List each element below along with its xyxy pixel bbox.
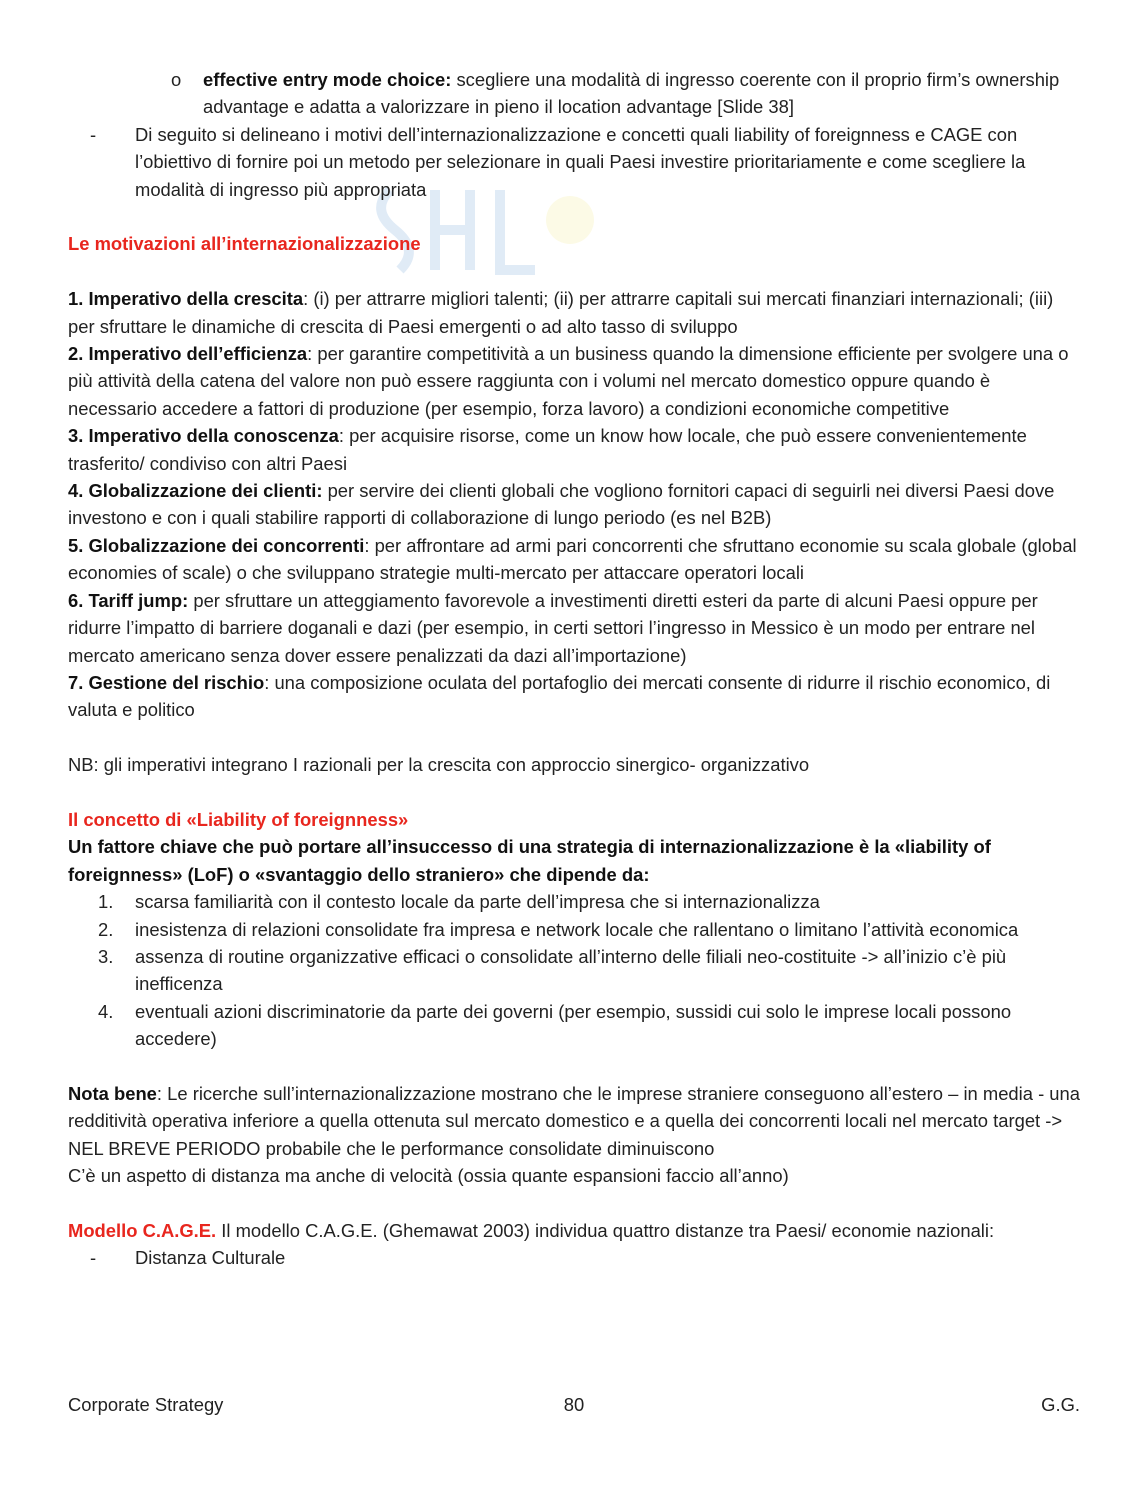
motivations-heading: Le motivazioni all’internazionalizzazione: [68, 233, 421, 255]
dash-bullet-icon: -: [90, 123, 97, 145]
lof-lead: Un fattore chiave che può portare all’insuccesso di una strategia di internazionalizzazione è la «liability of foreignness» (LoF) o «svantaggio dello straniero» che dipende da:: [68, 836, 991, 885]
cage-heading: Modello C.A.G.E.: [68, 1219, 217, 1241]
lof-heading: Il concetto di «Liability of foreignness»: [68, 808, 409, 830]
lof-list-item: 4. eventuali azioni discriminatorie da parte dei governi (per esempio, sussidi cui solo le imprese locali possono accedere): [98, 1000, 1012, 1050]
lof-list-item: 2. inesistenza di relazioni consolidate fra impresa e network locale che rallentano o limitano l’attività economica: [98, 918, 1019, 940]
circle-bullet-icon: o: [171, 69, 182, 90]
page-footer: [68, 1394, 1080, 1422]
nota-bene: Nota bene: Le ricerche sull’internazionalizzazione mostrano che le imprese straniere conseguono all’estero – in media - una redditività operativa inferiore a quella ottenuta sul mercato domestico e a quella dei concorrenti locali nel mercato target -> NEL BREVE PERIODO probabile che le performance consolidate diminuiscono: [68, 1082, 1080, 1159]
nb-note: NB: gli imperativi integrano I razionali per la crescita con approccio sinergico- organizzativo: [68, 754, 810, 776]
motivation-item: 5. Globalizzazione dei concorrenti: per affrontare ad armi pari concorrenti che sfruttano economie su scala globale (global economies of scale) o che sviluppano strategie multi-mercato per attaccare operatori locali: [68, 534, 1077, 584]
footer-course-title: Corporate Strategy: [68, 1394, 224, 1415]
motivation-item: 2. Imperativo dell’efficienza: per garantire competitività a un business quando la dimensione efficiente per svolgere una o più attività della catena del valore non può essere raggiunta con i volumi nel mercato domestico oppure quando è necessario accedere a fattori di produzione (per esempio, forza lavoro) a condizioni economiche competitive: [68, 343, 1069, 419]
cage-paragraph: Modello C.A.G.E. Il modello C.A.G.E. (Ghemawat 2003) individua quattro distanze tra Paesi/ economie nazionali:: [68, 1219, 995, 1241]
footer-author-initials: G.G.: [1041, 1394, 1080, 1415]
dash-bullet-icon: -: [90, 1247, 97, 1269]
page-body: [68, 66, 1080, 1272]
speed-note: C’è un aspetto di distanza ma anche di velocità (ossia quante espansioni faccio all’anno): [68, 1165, 789, 1187]
motivation-item: 7. Gestione del rischio: una composizione oculata del portafoglio dei mercati consente di ridurre il rischio economico, di valuta e politico: [68, 671, 1051, 721]
lof-list-item: 3. assenza di routine organizzative efficaci o consolidate all’interno delle filiali neo-costituite -> all’inizio c’è più inefficenza: [98, 945, 1007, 995]
page-number: 80: [563, 1394, 585, 1415]
lof-list-item: 1. scarsa familiarità con il contesto locale da parte dell’impresa che si internazionalizza: [98, 891, 820, 913]
sub-bullet-entry-mode: o effective entry mode choice: scegliere una modalità di ingresso coerente con il proprio firm’s ownership advantage e adatta a valorizzare in pieno il location advantage [Slide 38]: [68, 66, 1080, 121]
dash-bullet-intro: - Di seguito si delineano i motivi dell’internazionalizzazione e concetti quali liability of foreignness e CAGE con l’obiettivo di fornire poi un metodo per selezionare in quali Paesi investire prioritariamente e come scegliere la modalità di ingresso più appropriata: [68, 121, 1080, 203]
motivation-item: 6. Tariff jump: per sfruttare un atteggiamento favorevole a investimenti diretti esteri da parte di alcuni Paesi oppure per ridurre l’impatto di barriere doganali e dazi (per esempio, in certi settori l’ingresso in Messico è un modo per entrare nel mercato americano senza dover essere penalizzati da dazi all’importazione): [68, 589, 1038, 666]
motivation-item: 3. Imperativo della conoscenza: per acquisire risorse, come un know how locale, che può essere convenientemente trasferito/ condiviso con altri Paesi: [68, 425, 1027, 474]
cage-list-item: - Distanza Culturale: [68, 1244, 1080, 1271]
motivation-item: 1. Imperativo della crescita: (i) per attrarre migliori talenti; (ii) per attrarre capitali sui mercati finanziari internazionali; (iii) per sfruttare le dinamiche di crescita di Paesi emergenti o ad alto tasso di sviluppo: [68, 288, 1054, 337]
motivation-item: 4. Globalizzazione dei clienti: per servire dei clienti globali che vogliono fornitori capaci di seguirli nei diversi Paesi dove investono e con i quali stabilire rapporti di collaborazione di lungo periodo (es nel B2B): [68, 480, 1055, 529]
